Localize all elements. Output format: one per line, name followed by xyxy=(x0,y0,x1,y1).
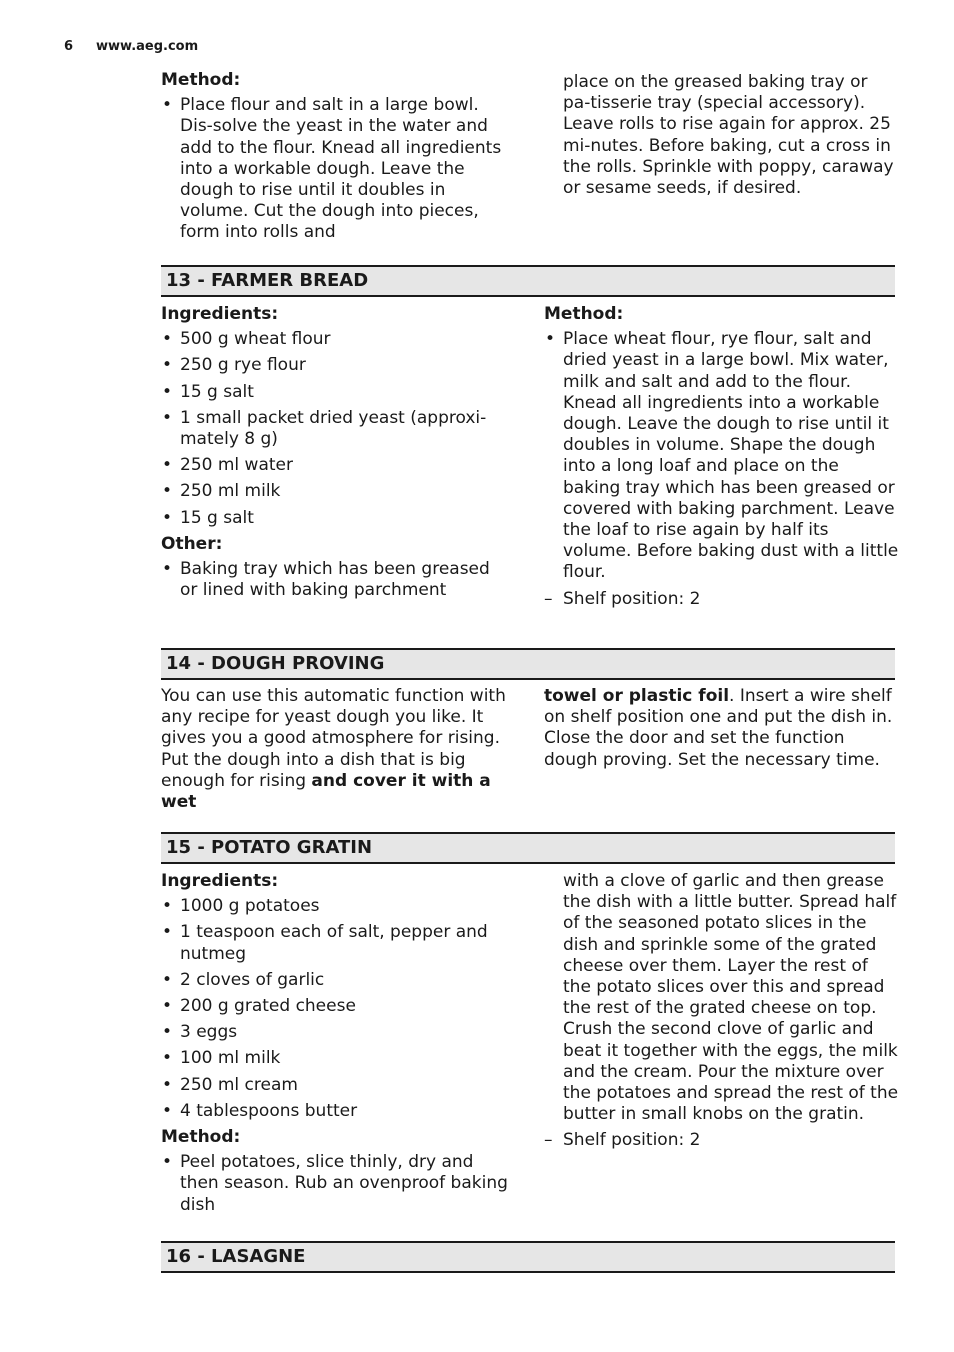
dough-proving-bold-text: towel or plastic foil xyxy=(544,686,730,706)
method-heading: Method: xyxy=(544,304,624,324)
ingredient-item: • 2 cloves of garlic xyxy=(161,970,511,991)
ingredients-heading: Ingredients: xyxy=(161,304,279,324)
ingredient-item: • 250 ml water xyxy=(161,455,511,476)
rolls-method-right xyxy=(544,72,899,199)
section-bar-farmer-bread xyxy=(161,265,895,297)
ingredient-item: • 500 g wheat flour xyxy=(161,329,511,350)
section-bar-potato-gratin xyxy=(161,832,895,864)
other-item: • Baking tray which has been greased or lined with baking parchment xyxy=(161,559,511,601)
method-step: • Peel potatoes, slice thinly, dry and then season. Rub an ovenproof baking dish xyxy=(161,1152,511,1216)
rolls-method-left xyxy=(161,70,511,249)
dough-proving-bold-text: and cover it with a wet xyxy=(161,770,491,813)
website-url: www.aeg.com xyxy=(96,39,199,54)
section-title: 14 - DOUGH PROVING xyxy=(166,653,385,674)
ingredient-item: • 1000 g potatoes xyxy=(161,896,511,917)
potato-gratin-method-column xyxy=(544,871,899,1157)
rolls-method-step: • Place flour and salt in a large bowl. Dis-solve the yeast in the water and add to the flour. Knead all ingredients into a workable dough. Leave the dough to rise until it doubles in volume. Cut the dough into pieces, form into rolls and xyxy=(161,95,511,243)
section-bar-dough-proving xyxy=(161,648,895,680)
ingredient-item: • 250 ml milk xyxy=(161,481,511,502)
ingredients-heading: Ingredients: xyxy=(161,871,279,891)
section-title: 15 - POTATO GRATIN xyxy=(166,837,373,858)
shelf-position: – Shelf position: 2 xyxy=(544,1130,899,1151)
rolls-method-heading: Method: xyxy=(161,70,241,90)
ingredient-item: • 1 teaspoon each of salt, pepper and nutmeg xyxy=(161,922,511,964)
potato-gratin-ingredients-column xyxy=(161,871,511,1221)
ingredient-item: • 200 g grated cheese xyxy=(161,996,511,1017)
rolls-method-continued: place on the greased baking tray or pa-tisserie tray (special accessory). Leave rolls to rise again for approx. 25 mi-nutes. Before baking, cut a cross in the rolls. Sprinkle with poppy, caraway or sesame seeds, if desired. xyxy=(563,72,894,199)
ingredient-item: • 1 small packet dried yeast (approxi-mately 8 g) xyxy=(161,408,511,450)
page-number: 6 xyxy=(64,39,74,54)
ingredient-item: • 4 tablespoons butter xyxy=(161,1101,511,1122)
section-title: 13 - FARMER BREAD xyxy=(166,270,369,291)
shelf-position: – Shelf position: 2 xyxy=(544,589,899,610)
section-title: 16 - LASAGNE xyxy=(166,1246,306,1267)
dough-proving-text: . Insert a wire shelf on shelf position one and put the dish in. Close the door and set the function dough proving. Set the necessary time. xyxy=(544,686,893,770)
ingredient-item: • 15 g salt xyxy=(161,382,511,403)
section-bar-lasagne xyxy=(161,1241,895,1273)
dough-proving-left xyxy=(161,686,513,813)
ingredient-item: • 250 ml cream xyxy=(161,1075,511,1096)
dough-proving-right xyxy=(544,686,899,771)
other-heading: Other: xyxy=(161,533,223,554)
method-continued: with a clove of garlic and then grease the dish with a little butter. Spread half of the seasoned potato slices in the dish and sprinkle some of the grated cheese over them. Layer the rest of the potato slices over this and spread the rest of the grated cheese on top. Crush the second clove of garlic and beat it together with the eggs, the milk and the cream. Pour the mixture over the potatoes and spread the rest of the butter in small knobs on the gratin. xyxy=(563,871,899,1125)
ingredient-item: • 100 ml milk xyxy=(161,1048,511,1069)
ingredient-item: • 15 g salt xyxy=(161,508,511,529)
ingredient-item: • 250 g rye flour xyxy=(161,355,511,376)
ingredient-item: • 3 eggs xyxy=(161,1022,511,1043)
method-heading: Method: xyxy=(161,1127,241,1148)
farmer-bread-ingredients-column xyxy=(161,304,511,606)
dough-proving-text: You can use this automatic function with any recipe for yeast dough you like. It gives you a good atmosphere for rising. Put the dough into a dish that is big enough for rising xyxy=(161,686,506,791)
method-step: • Place wheat flour, rye flour, salt and dried yeast in a large bowl. Mix water, milk and salt and add to the flour. Knead all ingredients into a workable dough. Leave the dough to rise until it doubles in volume. Shape the dough into a long loaf and place on the baking tray which has been greased or covered with baking parchment. Leave the loaf to rise again by half its volume. Before baking dust with a little flour. xyxy=(544,329,899,583)
farmer-bread-method-column xyxy=(544,304,899,615)
